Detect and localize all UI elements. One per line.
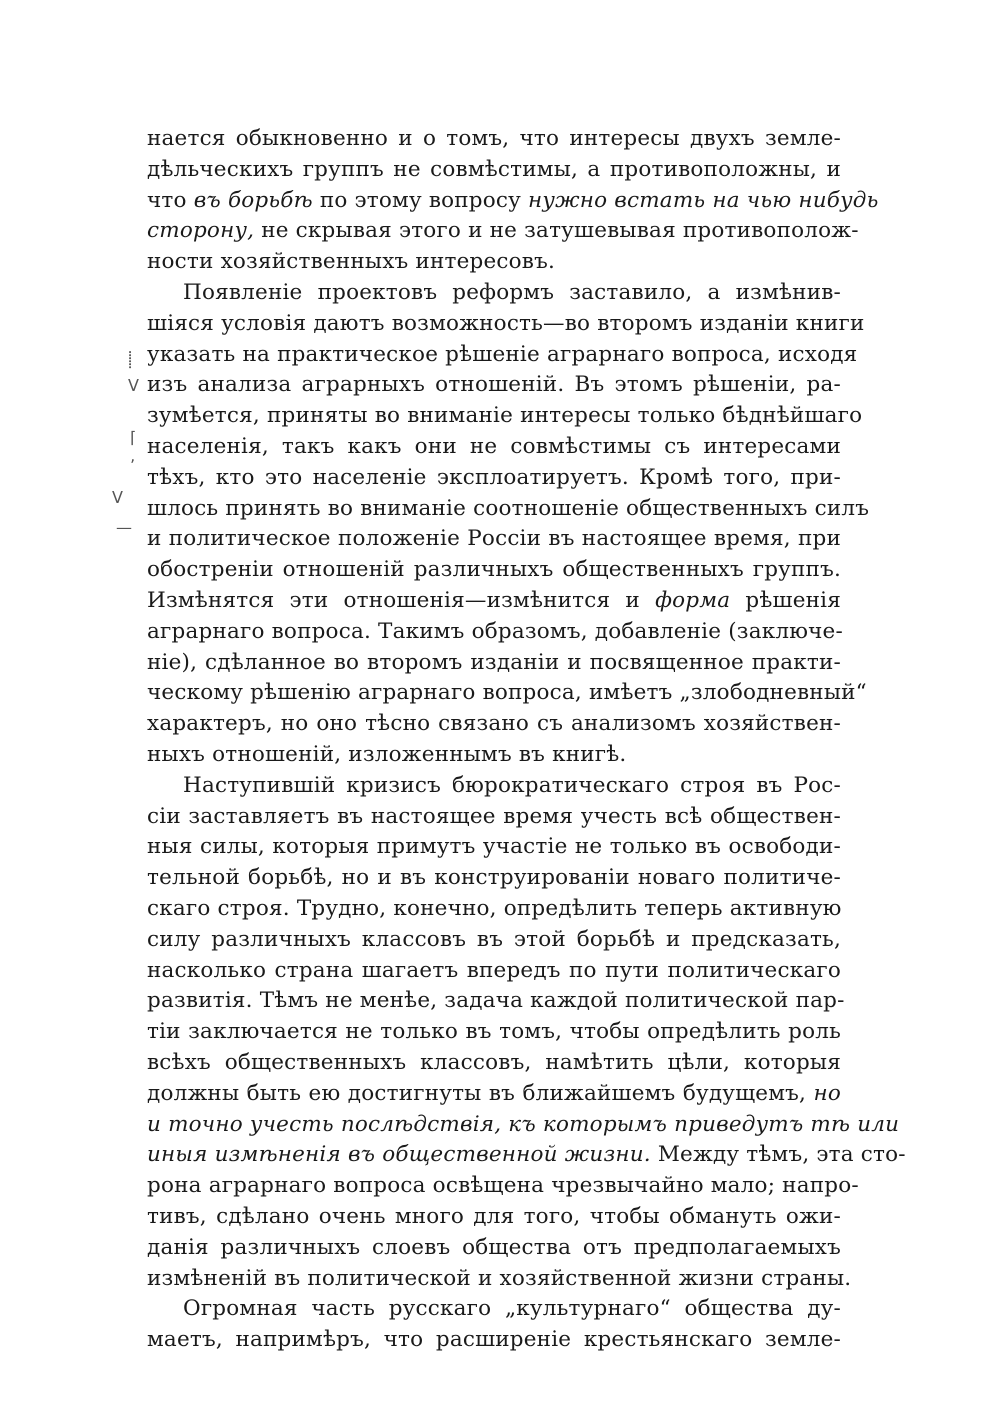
margin-mark: ⸽ [128,350,133,369]
margin-mark: ᐯ [112,488,123,507]
text-line [147,524,841,554]
text-segment: ныя силы, которыя примутъ участіе не только въ освободи- [147,834,841,860]
text-line [147,555,841,585]
text-segment: маетъ, напримѣръ, что расширеніе крестьянскаго земле- [147,1327,841,1353]
italic-text: сторону, [147,218,255,244]
text-line [147,832,841,862]
text-line [147,956,841,986]
text-line [147,340,858,370]
text-line [147,1233,841,1263]
text-segment: всѣхъ общественныхъ классовъ, намѣтить цѣли, которыя [147,1050,841,1075]
text-line [147,124,841,154]
text-line [147,494,870,524]
text-line [147,309,865,339]
margin-mark: — [116,518,132,537]
text-segment: шлось принять во вниманіе соотношеніе общественныхъ силъ [147,495,870,521]
text-line [147,740,841,770]
text-line [147,648,841,678]
text-line [147,709,841,739]
text-segment: зумѣется, приняты во вниманіе интересы только бѣднѣйшаго [147,403,863,429]
text-line [147,247,841,277]
text-segment: насколько страна шагаетъ впередъ по пути политическаго [147,957,841,983]
text-line [147,863,841,893]
text-line [147,401,863,431]
text-line [147,155,841,185]
text-segment: ныхъ отношеній, изложеннымъ въ книгѣ. [147,742,627,767]
text-segment: указать на практическое рѣшеніе аграрнаго вопроса, исходя [147,341,858,367]
text-segment: сіи заставляетъ въ настоящее время учесть всѣ обществен- [147,803,841,829]
text-segment: обостреніи отношеній различныхъ общественныхъ группъ. [147,557,841,583]
text-line [183,1294,841,1324]
text-line [147,1140,906,1170]
text-segment: данія различныхъ слоевъ общества отъ предполагаемыхъ [147,1234,841,1260]
margin-mark: ᐯ [128,376,139,395]
text-segment: по этому вопросу [312,187,529,213]
text-line [147,1048,841,1078]
text-line [147,678,867,708]
text-segment: изъ анализа аграрныхъ отношеній. Въ этомъ рѣшеніи, ра- [147,372,841,398]
text-line [147,1264,852,1294]
text-segment: силу различныхъ классовъ въ этой борьбѣ и предсказать, [147,926,841,952]
text-line [147,216,859,246]
text-segment: скаго строя. Трудно, конечно, опредѣлить теперь активную [147,896,842,921]
italic-text: въ борьбѣ [193,187,313,213]
text-line [147,1079,841,1109]
text-line [147,1325,841,1355]
text-segment: рѣшенія [730,588,841,613]
text-segment: нается обыкновенно и о томъ, что интересы двухъ земле- [147,126,841,151]
text-line [183,278,841,308]
italic-text: нужно встать на чью нибудь [528,187,879,213]
text-segment: ческому рѣшенію аграрнаго вопроса, имѣетъ „злободневный“ [147,680,867,706]
text-segment: тельной борьбѣ, но и въ конструированіи новаго политиче- [147,865,841,891]
text-line [147,463,841,493]
text-line [147,370,841,400]
text-segment: аграрнаго вопроса. Такимъ образомъ, добавленіе (заключе- [147,618,843,644]
text-line [147,986,845,1016]
text-segment: характеръ, но оно тѣсно связано съ анализомъ хозяйствен- [147,711,841,737]
text-line [147,586,841,616]
text-segment: населенія, такъ какъ они не совмѣстимы съ интересами [147,434,841,459]
text-line [147,432,841,462]
text-line [147,1110,900,1140]
text-segment: не скрывая этого и не затушевывая противополож- [254,218,859,244]
text-segment: тѣхъ, кто это населеніе эксплоатируетъ. Кромѣ того, при- [147,464,841,490]
text-segment: Огромная часть русскаго „культурнаго“ общества ду- [183,1296,841,1322]
text-segment: ности хозяйственныхъ интересовъ. [147,249,556,275]
text-segment: ніе), сдѣланное во второмъ изданіи и посвященное практи- [147,649,841,675]
margin-mark: ʼ [130,456,136,475]
text-line [147,925,841,955]
text-segment: шіяся условія даютъ возможность—во второмъ изданіи книги [147,310,865,336]
text-segment: тивъ, сдѣлано очень много для того, чтобы обмануть ожи- [147,1204,841,1229]
margin-mark: ⌈ [130,428,137,447]
text-line [147,1171,859,1201]
italic-text: иныя измѣненія въ общественной жизни. [147,1142,651,1168]
text-line [147,186,879,216]
text-segment: что [147,187,194,213]
text-segment: измѣненій въ политической и хозяйственной жизни страны. [147,1265,852,1291]
text-segment: дѣльческихъ группъ не совмѣстимы, а противоположны, и [147,156,841,182]
text-segment: рона аграрнаго вопроса освѣщена чрезвычайно мало; напро- [147,1173,859,1199]
italic-text: форма [655,588,731,613]
text-segment: Измѣнятся эти отношенія—измѣнится и [147,588,656,613]
text-line [183,771,841,801]
text-segment: и политическое положеніе Россіи въ настоящее время, при [147,526,841,552]
text-segment: Между тѣмъ, эта сто- [650,1142,906,1168]
text-segment: Появленіе проектовъ реформъ заставило, а измѣнив- [183,280,841,305]
text-segment: развитія. Тѣмъ не менѣе, задача каждой политической пар- [147,988,845,1014]
text-segment: должны быть ею достигнуты въ ближайшемъ будущемъ, [147,1080,814,1106]
text-line [147,1202,841,1232]
text-line [147,617,841,647]
italic-text: но [813,1080,841,1106]
text-line [147,1017,841,1047]
text-line [147,802,841,832]
text-segment: тіи заключается не только въ томъ, чтобы опредѣлить роль [147,1019,841,1045]
text-segment: Наступившій кризисъ бюрократическаго строя въ Рос- [183,772,841,798]
italic-text: и точно учесть послѣдствія, къ которымъ приведутъ тѣ или [147,1111,900,1137]
text-line [147,894,841,924]
